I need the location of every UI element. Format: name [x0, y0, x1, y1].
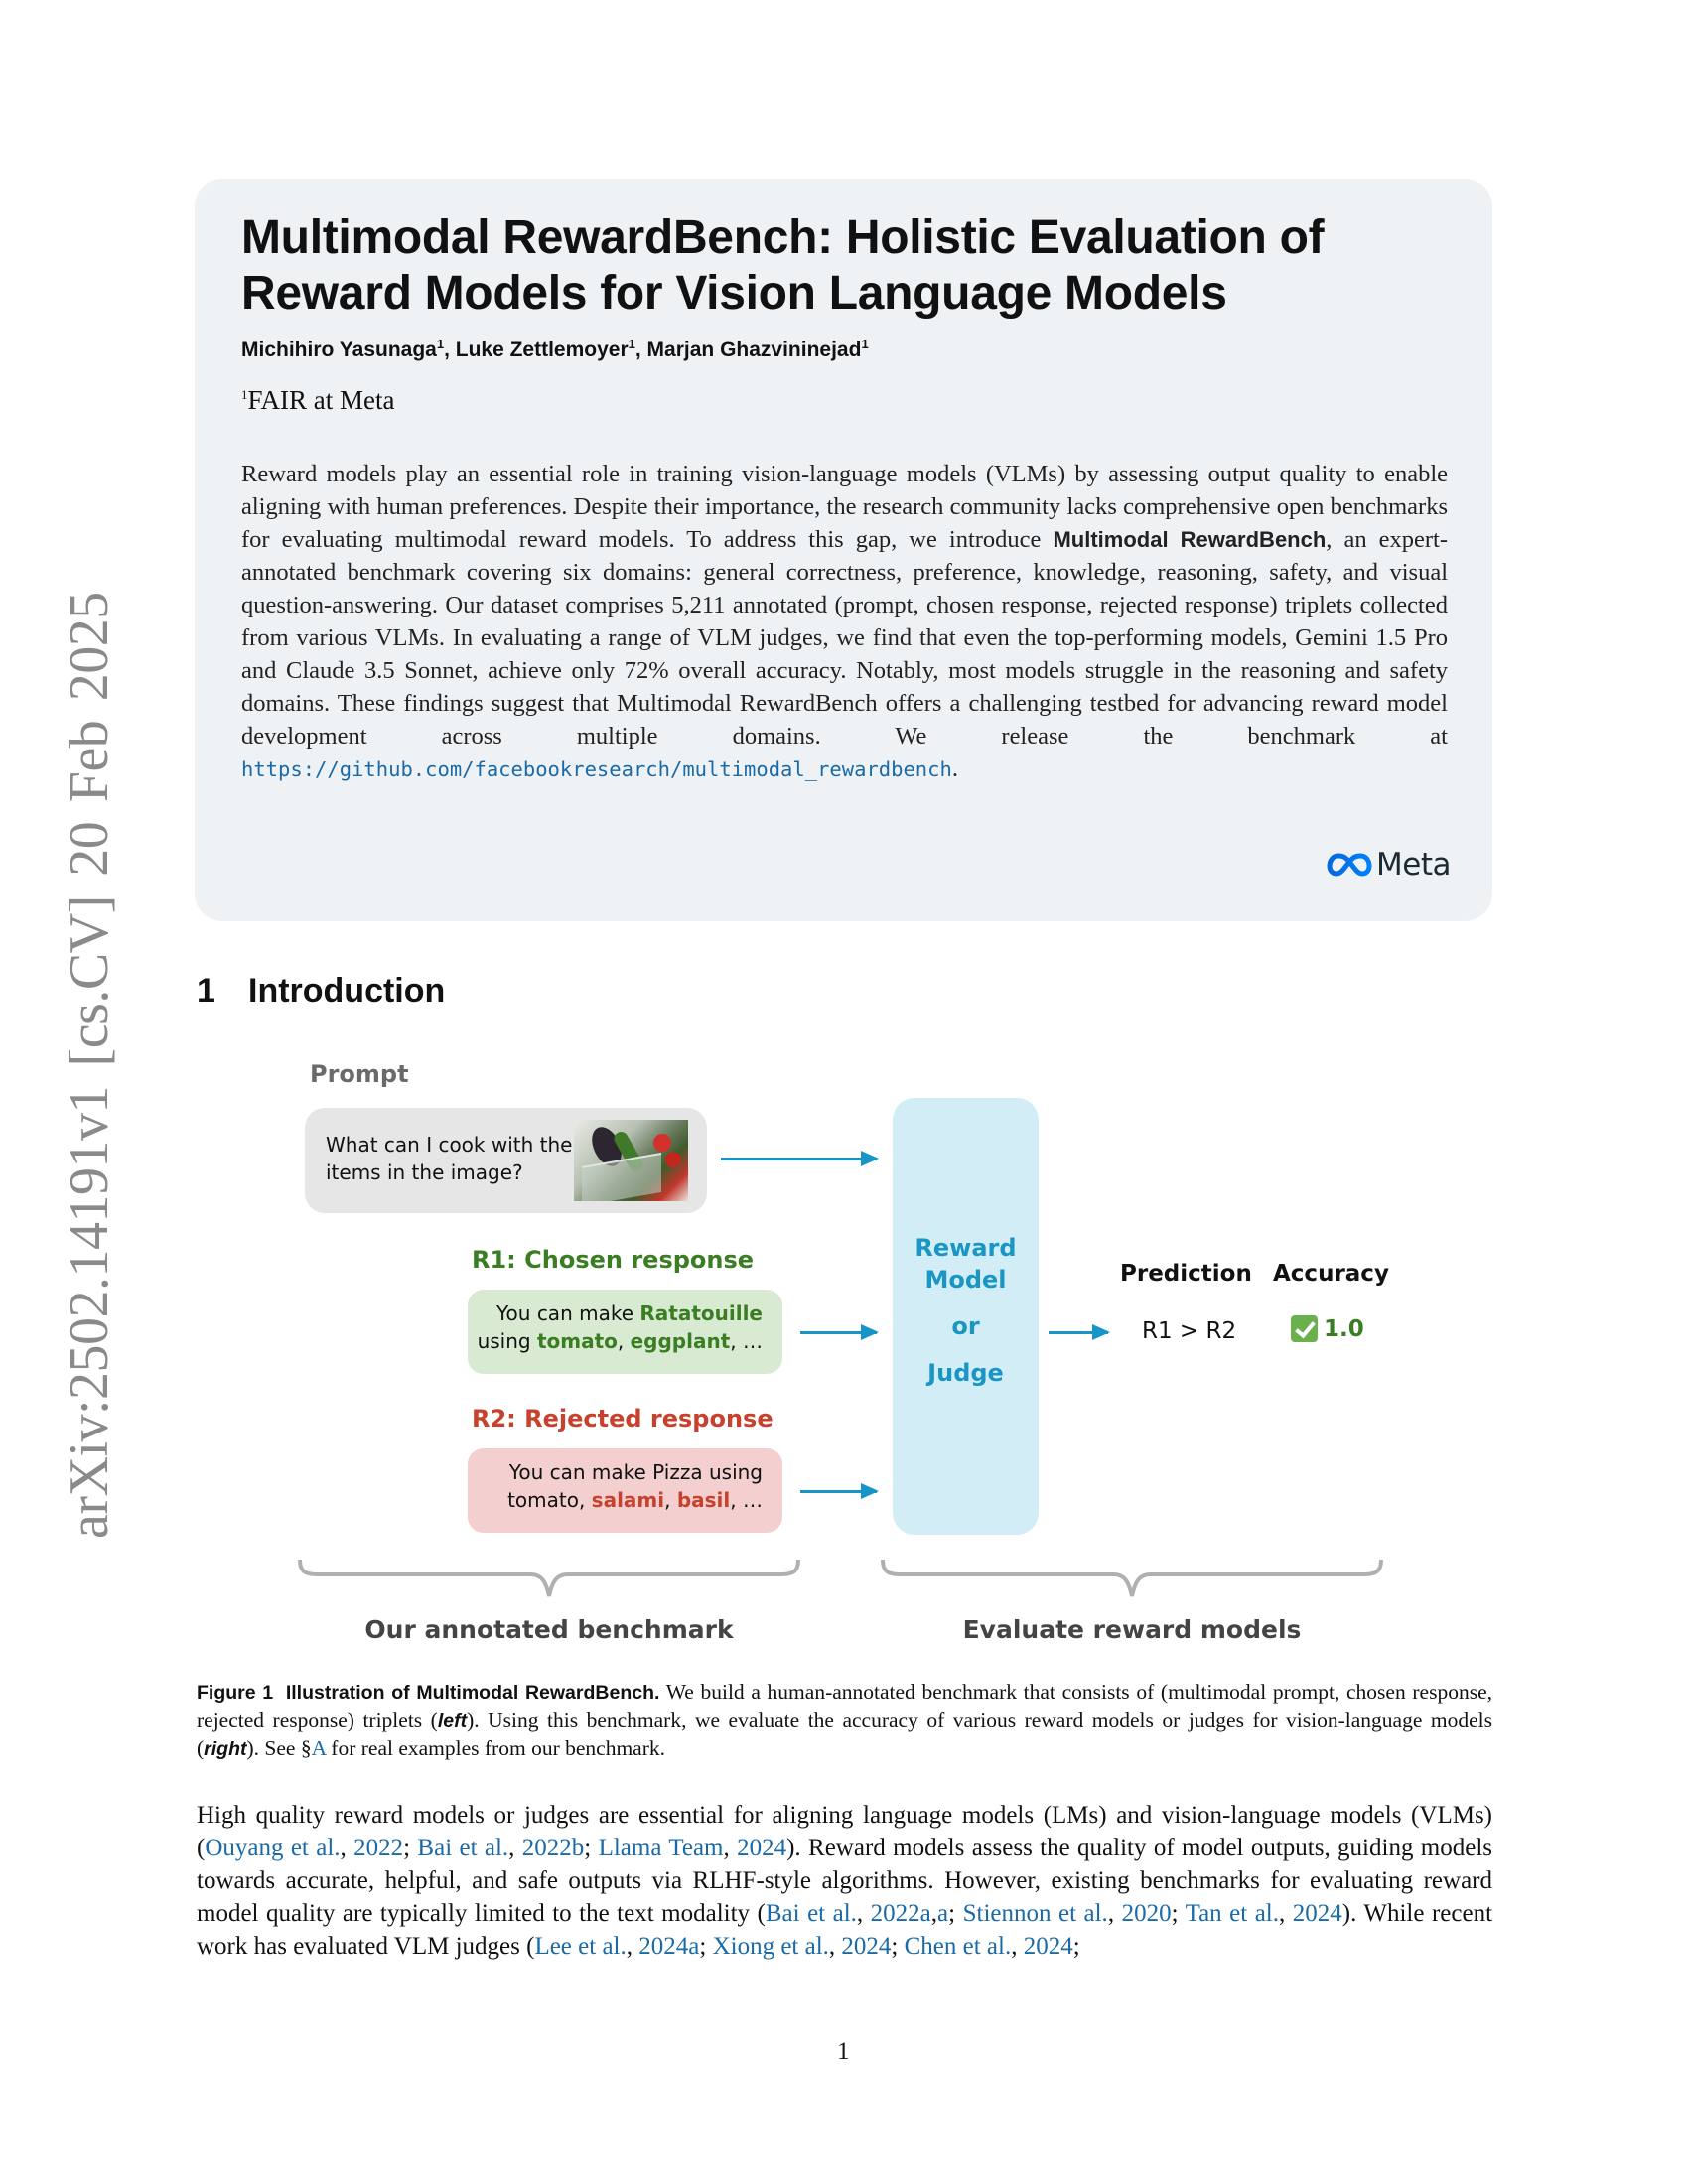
- title-line-2: Reward Models for Vision Language Models: [241, 267, 1227, 320]
- author-name: Luke Zettlemoyer: [455, 339, 629, 361]
- highlight-dish: Ratatouille: [639, 1301, 763, 1325]
- response-text: ,: [617, 1329, 631, 1353]
- tomato-shape: [665, 1152, 681, 1167]
- citation-link[interactable]: 2022a: [870, 1900, 931, 1927]
- highlight-ingredient: eggplant: [630, 1329, 731, 1353]
- affiliation-mark: 1: [628, 337, 635, 351]
- affiliation-mark: 1: [861, 337, 869, 351]
- citation-link[interactable]: 2024: [1023, 1933, 1073, 1960]
- section-title: Introduction: [248, 972, 446, 1010]
- abstract-text: , an expert-annotated benchmark covering six domains: general correctness, preference, knowledge, reasoning, safety, and visual question-answering. Our dataset comprises 5,211 annotated (prompt, chosen response, rejected response) triplets collected from various VLMs. In evaluating a range of VLM judges, we find that even the top-performing models, Gemini 1.5 Pro and Claude 3.5 Sonnet, achieve only 72% overall accuracy. Notably, most models struggle in the reasoning and safety domains. These findings suggest that Multimodal RewardBench offers a challenging testbed for advancing reward model development across multiple domains. We release the benchmark at: [241, 526, 1448, 750]
- intro-paragraph: High quality reward models or judges are essential for aligning language models (LMs) and vision-language models (VLMs) (Ouyang et al., 2022; Bai et al., 2022b; Llama Team, 2024). Reward models assess the quality of model outputs, guiding models towards accurate, helpful, and safe outputs via RLHF-style algorithms. However, existing benchmarks for evaluating reward model quality are typically limited to the text modality (Bai et al., 2022a,a; Stiennon et al., 2020; Tan et al., 2024). While recent work has evaluated VLM judges (Lee et al., 2024a; Xiong et al., 2024; Chen et al., 2024;: [197, 1802, 1493, 1960]
- affiliation-name: FAIR at Meta: [247, 385, 395, 415]
- title-line-1: Multimodal RewardBench: Holistic Evaluation of: [241, 211, 1325, 264]
- vegetable-drawer-image: [574, 1120, 688, 1201]
- citation-link[interactable]: Lee et al.: [534, 1933, 627, 1960]
- highlight-ingredient: tomato: [536, 1329, 618, 1353]
- right-brace-label: Evaluate reward models: [962, 1615, 1302, 1644]
- body-text: ). While recent work has evaluated VLM judges (: [197, 1900, 1493, 1960]
- citation-link[interactable]: Llama Team: [598, 1835, 724, 1861]
- response-text: You can make: [495, 1301, 640, 1325]
- response-text: , …: [730, 1488, 763, 1512]
- caption-emphasis: right: [204, 1738, 247, 1760]
- body-text: High quality reward models or judges are essential for aligning language models (LMs) and vision-language models (VLMs) (: [197, 1802, 1492, 1861]
- citation-link[interactable]: 2020: [1121, 1900, 1172, 1927]
- check-mark-icon: [1291, 1315, 1318, 1342]
- affiliation-mark: 1: [436, 337, 445, 351]
- prediction-header: Prediction: [1120, 1261, 1252, 1287]
- chosen-response-bubble: [468, 1290, 782, 1374]
- citation-link[interactable]: Tan et al.: [1185, 1900, 1280, 1927]
- response-text: using: [477, 1329, 537, 1353]
- judge-label-line: or: [951, 1312, 980, 1340]
- figure-caption: [197, 1679, 1492, 1764]
- prompt-label: Prompt: [310, 1060, 409, 1088]
- section-number: 1: [197, 972, 215, 1010]
- meta-infinity-icon: [1327, 852, 1372, 878]
- caption-emphasis: left: [437, 1709, 468, 1732]
- citation-link[interactable]: Stiennon et al.: [962, 1900, 1108, 1927]
- meta-logo: [1327, 847, 1451, 883]
- citation-link[interactable]: 2024: [1292, 1900, 1342, 1927]
- right-curly-brace-icon: [879, 1557, 1385, 1606]
- caption-text: ). See §: [246, 1736, 312, 1760]
- rejected-response-label: R2: Rejected response: [472, 1405, 774, 1433]
- judge-label-line: Reward: [914, 1234, 1017, 1262]
- response-text: tomato,: [507, 1488, 592, 1512]
- author-list: Michihiro Yasunaga$^1$, Luke Zettlemoyer$^1$, Marjan Ghazvininejad$^1$: [241, 337, 869, 361]
- citation-link[interactable]: 2024: [841, 1933, 892, 1960]
- github-link[interactable]: https://github.com/facebookresearch/multimodal_rewardbench: [241, 757, 952, 781]
- judge-label-line: Model: [924, 1266, 1007, 1294]
- caption-text: ). Using this benchmark, we evaluate the accuracy of various reward models or judges for vision-language models (: [197, 1707, 1492, 1760]
- highlight-ingredient: basil: [676, 1488, 731, 1512]
- prompt-arrow-icon: [721, 1158, 877, 1160]
- appendix-link[interactable]: A: [311, 1736, 326, 1760]
- chosen-response-label: R1: Chosen response: [472, 1246, 755, 1274]
- judge-label-line: Judge: [927, 1359, 1004, 1387]
- benchmark-name: Multimodal RewardBench: [1053, 527, 1327, 552]
- highlight-ingredient: salami: [591, 1488, 665, 1512]
- citation-link[interactable]: 2022b: [521, 1835, 585, 1861]
- accuracy-cell: [1291, 1315, 1364, 1342]
- citation-link[interactable]: 2024: [737, 1835, 787, 1861]
- citation-link[interactable]: Chen et al.: [904, 1933, 1012, 1960]
- figure-label: Figure 1: [197, 1682, 274, 1704]
- left-curly-brace-icon: [296, 1557, 802, 1606]
- paper-title: [241, 210, 1433, 322]
- prompt-text: What can I cook with the items in the image?: [326, 1133, 573, 1184]
- prediction-value: R1 > R2: [1142, 1318, 1237, 1344]
- chosen-arrow-icon: [800, 1331, 877, 1334]
- body-text: ;: [1072, 1933, 1080, 1960]
- citation-link[interactable]: Bai et al.: [765, 1900, 857, 1927]
- citation-link[interactable]: 2024a: [638, 1933, 700, 1960]
- left-brace-label: Our annotated benchmark: [364, 1615, 734, 1644]
- tomato-shape: [653, 1134, 671, 1152]
- drawer-glass-shape: [582, 1153, 661, 1201]
- arxiv-identifier-stamp: arXiv:2502.14191v1 [cs.CV] 20 Feb 2025: [59, 592, 120, 1539]
- affiliation: [241, 385, 394, 416]
- accuracy-value: 1.0: [1324, 1315, 1364, 1342]
- rejected-response-bubble: [468, 1448, 782, 1533]
- accuracy-header: Accuracy: [1273, 1261, 1389, 1287]
- page-number: 1: [837, 2038, 850, 2065]
- abstract-text: .: [951, 755, 958, 782]
- citation-link[interactable]: a: [937, 1900, 949, 1927]
- author-name: Michihiro Yasunaga: [241, 339, 437, 361]
- citation-link[interactable]: Bai et al.: [417, 1835, 509, 1861]
- meta-wordmark: Meta: [1376, 847, 1451, 883]
- rejected-arrow-icon: [800, 1490, 877, 1493]
- section-heading: [197, 972, 445, 1011]
- response-text: You can make Pizza using: [508, 1460, 763, 1484]
- abstract-text: Reward models play an essential role in training vision-language models (VLMs) by assessing output quality to enable aligning with human preferences. Despite their importance, the research community lacks comprehensive open benchmarks for evaluating multimodal reward models. To address this gap, we introduce: [241, 461, 1448, 553]
- abstract: [241, 458, 1448, 786]
- caption-text: for real examples from our benchmark.: [325, 1736, 665, 1760]
- citation-link[interactable]: 2022: [353, 1835, 404, 1861]
- body-text: ). Reward models assess the quality of model outputs, guiding models towards accurate, helpful, and safe outputs via RLHF-style algorithms. However, existing benchmarks for evaluating reward model quality are typically limited to the text modality (: [197, 1835, 1493, 1927]
- citation-link[interactable]: Xiong et al.: [712, 1933, 829, 1960]
- author-name: Marjan Ghazvininejad: [646, 339, 862, 361]
- response-text: ,: [664, 1488, 677, 1512]
- citation-link[interactable]: Ouyang et al.: [205, 1835, 341, 1861]
- response-text: , …: [730, 1329, 763, 1353]
- caption-title: Illustration of Multimodal RewardBench.: [285, 1682, 660, 1704]
- affiliation-mark: 1: [241, 387, 248, 402]
- output-arrow-icon: [1049, 1331, 1108, 1334]
- caption-text: We build a human-annotated benchmark that consists of (multimodal prompt, chosen response, rejected response) triplets (: [197, 1680, 1492, 1732]
